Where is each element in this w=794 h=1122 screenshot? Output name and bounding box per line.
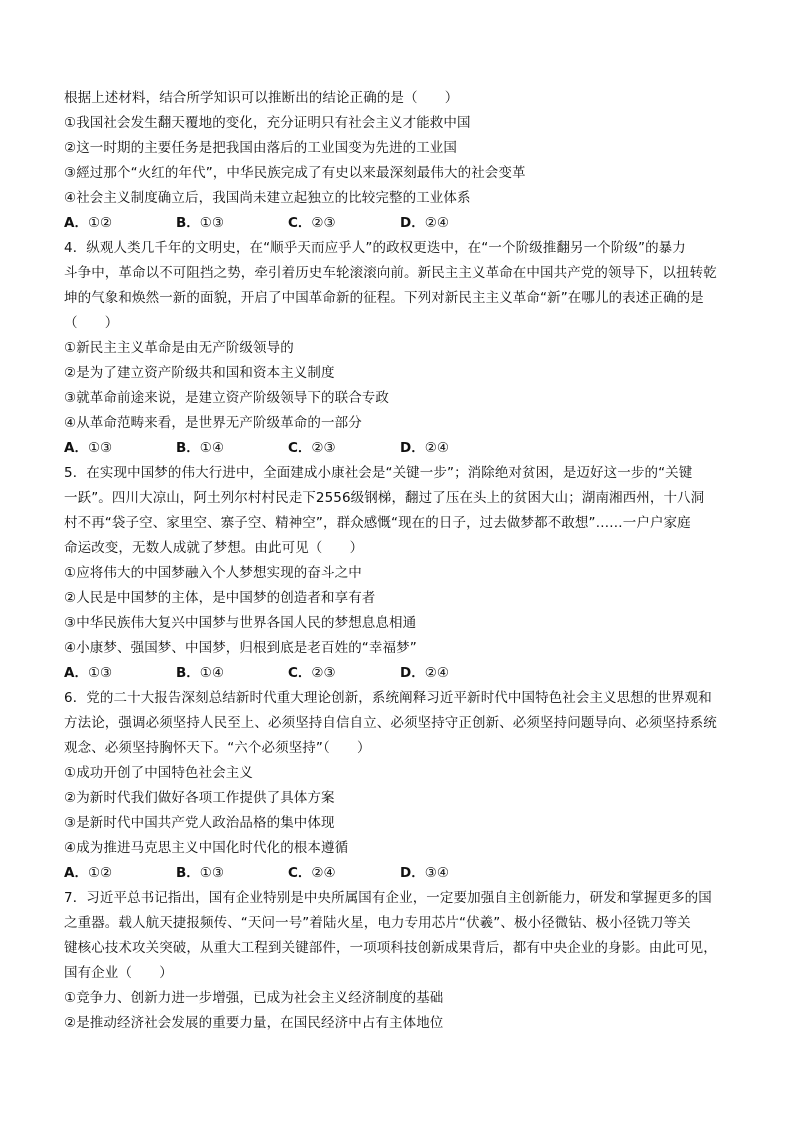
option-a[interactable]: A．①③	[64, 665, 113, 681]
question-stem-line: 6．党的二十大报告深刻总结新时代重大理论创新，系统阐释习近平新时代中国特色社会主义思想的世界观和	[64, 690, 712, 706]
question-stem-line: 之重器。载人航天捷报频传、“天问一号”着陆火星，电力专用芯片“伏羲”、极小径微钻、极小径铣刀等关	[64, 915, 691, 931]
option-a[interactable]: A．①②	[64, 215, 113, 231]
question-stem-line: 方法论，强调必须坚持人民至上、必须坚持自信自立、必须坚持守正创新、必须坚持问题导向、必须坚持系统	[64, 715, 717, 731]
question-stem-line: （ ）	[64, 315, 119, 331]
statement-1: ①竞争力、创新力进一步增强，已成为社会主义经济制度的基础	[64, 990, 444, 1006]
question-stem-line: 斗争中，革命以不可阻挡之势，牵引着历史车轮滚滚向前。新民主主义革命在中国共产党的领导下，以扭转乾	[64, 265, 717, 281]
statement-4: ④小康梦、强国梦、中国梦，归根到底是老百姓的“幸福梦”	[64, 640, 417, 656]
statement-4: ④社会主义制度确立后，我国尚未建立起独立的比较完整的工业体系	[64, 190, 471, 206]
answer-options	[64, 436, 740, 461]
question-7	[64, 886, 740, 1036]
question-stem-line: 7．习近平总书记指出，国有企业特别是中央所属国有企业，一定要加强自主创新能力，研发和掌握更多的国	[64, 890, 712, 906]
statement-3: ③是新时代中国共产党人政治品格的集中体现	[64, 815, 335, 831]
question-stem-line: 4．纵观人类几千年的文明史，在“顺乎天而应乎人”的政权更迭中，在“一个阶级推翻另一个阶级”的暴力	[64, 240, 686, 256]
option-b[interactable]: B．①④	[176, 665, 225, 681]
statement-2: ②人民是中国梦的主体，是中国梦的创造者和享有者	[64, 590, 376, 606]
question-stem: 根据上述材料，结合所学知识可以推断出的结论正确的是（ ）	[64, 90, 459, 106]
option-c[interactable]: C．②③	[288, 440, 336, 456]
option-d[interactable]: D．②④	[400, 440, 449, 456]
option-b[interactable]: B．①③	[176, 865, 225, 881]
question-5	[64, 461, 740, 686]
question-stem-line: 键核心技术攻关突破，从重大工程到关键部件，一项项科技创新成果背后，都有中央企业的身影。由此可见，	[64, 940, 717, 956]
exam-page	[64, 86, 740, 1036]
statement-2: ②为新时代我们做好各项工作提供了具体方案	[64, 790, 335, 806]
option-c[interactable]: C．②③	[288, 215, 336, 231]
question-stem-line: 观念、必须坚持胸怀天下。“六个必须坚持”（ ）	[64, 740, 371, 756]
question-stem-line: 5．在实现中国梦的伟大行进中，全面建成小康社会是“关键一步”；消除绝对贫困，是迈好这一步的“关键	[64, 465, 693, 481]
statement-2: ②是推动经济社会发展的重要力量，在国民经济中占有主体地位	[64, 1015, 444, 1031]
question-6	[64, 686, 740, 886]
option-b[interactable]: B．①④	[176, 440, 225, 456]
answer-options	[64, 211, 740, 236]
statement-2: ②这一时期的主要任务是把我国由落后的工业国变为先进的工业国	[64, 140, 458, 156]
question-stem-line: 命运改变，无数人成就了梦想。由此可见（ ）	[64, 540, 364, 556]
question-stem-line: 村不再“袋子空、家里空、寨子空、精神空”，群众感慨“现在的日子，过去做梦都不敢想”……一户户家庭	[64, 515, 691, 531]
option-c[interactable]: C．②④	[288, 865, 336, 881]
statement-3: ③就革命前途来说，是建立资产阶级领导下的联合专政	[64, 390, 390, 406]
statement-1: ①新民主主义革命是由无产阶级领导的	[64, 340, 294, 356]
option-a[interactable]: A．①③	[64, 440, 113, 456]
statement-4: ④从革命范畴来看，是世界无产阶级革命的一部分	[64, 415, 362, 431]
option-d[interactable]: D．②④	[400, 215, 449, 231]
answer-options	[64, 861, 740, 886]
statement-1: ①应将伟大的中国梦融入个人梦想实现的奋斗之中	[64, 565, 362, 581]
statement-3: ③中华民族伟大复兴中国梦与世界各国人民的梦想息息相通	[64, 615, 417, 631]
answer-options	[64, 661, 740, 686]
statement-3: ③經过那个“火红的年代”，中华民族完成了有史以来最深刻最伟大的社会变革	[64, 165, 526, 181]
option-d[interactable]: D．③④	[400, 865, 449, 881]
option-b[interactable]: B．①③	[176, 215, 225, 231]
option-a[interactable]: A．①②	[64, 865, 113, 881]
question-stem-line: 国有企业（ ）	[64, 965, 173, 981]
statement-1: ①我国社会发生翻天覆地的变化，充分证明只有社会主义才能救中国	[64, 115, 471, 131]
statement-4: ④成为推进马克思主义中国化时代化的根本遵循	[64, 840, 349, 856]
question-stem-line: 一跃”。四川大凉山，阿土列尔村村民走下2556级钢梯，翻过了压在头上的贫困大山；湖南湘西州，十八洞	[64, 490, 705, 506]
question-3	[64, 86, 740, 236]
statement-1: ①成功开创了中国特色社会主义	[64, 765, 254, 781]
option-c[interactable]: C．②③	[288, 665, 336, 681]
statement-2: ②是为了建立资产阶级共和国和资本主义制度	[64, 365, 335, 381]
question-stem-line: 坤的气象和焕然一新的面貌，开启了中国革命新的征程。下列对新民主主义革命“新”在哪儿的表述正确的是	[64, 290, 704, 306]
question-4	[64, 236, 740, 461]
option-d[interactable]: D．②④	[400, 665, 449, 681]
